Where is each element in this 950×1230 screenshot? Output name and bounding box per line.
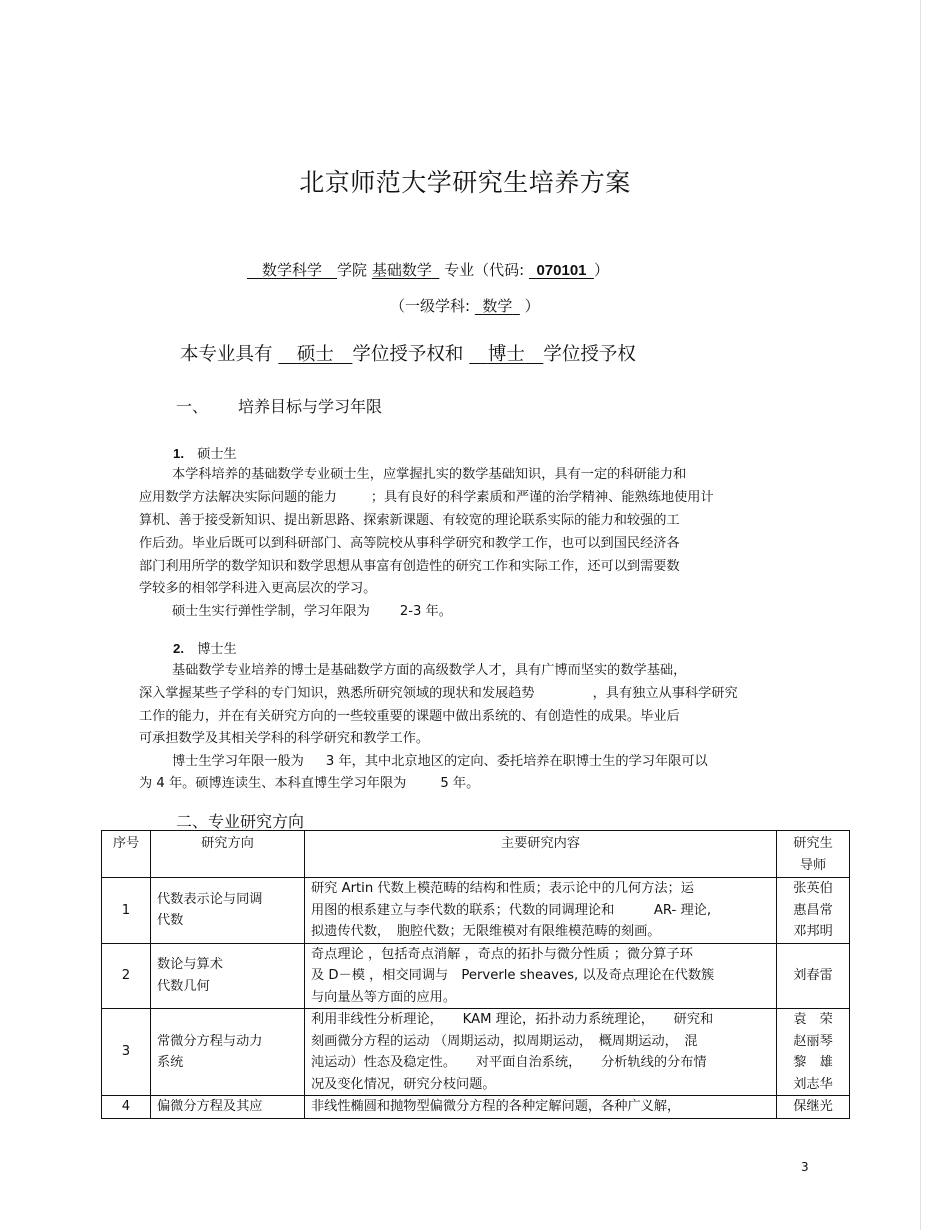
major-label: 专业（代码: [444,261,525,279]
discipline-label: （一级学科: [390,297,471,315]
header-content: 主要研究内容 [305,831,777,878]
para-line: 可承担数学及其相关学科的科学研究和教学工作。 [139,731,430,746]
degree-statement [180,340,636,366]
degree-mid: 学位授予权和 [352,344,464,365]
row-advisors: 张英伯 惠昌常 邓邦明 [777,878,850,944]
para-line: 深入掌握某些子学科的专门知识，熟悉所研究领域的现状和发展趋势 ，具有独立从事科学研究 [139,686,738,701]
row-num: 3 [102,1009,151,1096]
row-direction: 数论与算术 代数几何 [151,943,305,1009]
header-num: 序号 [102,831,151,878]
discipline-line [390,295,540,316]
sub1-number: 1. [173,446,184,461]
section1-title: 培养目标与学习年限 [238,397,383,416]
row-content: 研究 Artin 代数上模范畴的结构和性质；表示论中的几何方法；运 用图的根系建立与李代数的联系；代数的同调理论和 AR- 理论, 拟遗传代数， 胞腔代数；无限维模对有限维模范畴的刻画。 [305,878,777,944]
discipline-close: ） [524,297,540,315]
row-direction: 常微分方程与动力 系统 [151,1009,305,1096]
table-row [102,878,850,944]
header-advisor: 研究生 导师 [777,831,850,878]
college-major-line [247,259,609,280]
major-code: 070101 [536,262,587,279]
row-num: 1 [102,878,151,944]
page-title: 北京师范大学研究生培养方案 [299,168,631,197]
row-content: 非线性椭圆和抛物型偏微分方程的各种定解问题，各种广义解， [305,1096,777,1119]
code-close: ） [594,261,610,279]
row-direction: 代数表示论与同调 代数 [151,878,305,944]
para-line: 博士生学习年限一般为 3 年，其中北京地区的定向、委托培养在职博士生的学习年限可以 [172,754,708,769]
row-content: 奇点理论 ，包括奇点消解 ，奇点的拓扑与微分性质 ；微分算子环 及 D－模 ，相交同调与 Perverle sheaves, 以及奇点理论在代数簇 与向量丛等方面的应用。 [305,943,777,1009]
para-line: 作后劲。毕业后既可以到科研部门、高等院校从事科学研究和教学工作，也可以到国民经济各 [139,536,680,551]
para-line: 基础数学专业培养的博士是基础数学方面的高级数学人才，具有广博而坚实的数学基础， [172,663,687,678]
college-suffix: 学院 [337,261,368,279]
major-name: 基础数学 [371,261,432,279]
table-row [102,943,850,1009]
para-line: 为 4 年。硕博连读生、本科直博生学习年限为 5 年。 [139,776,480,791]
header-direction: 研究方向 [151,831,305,878]
para-line: 应用数学方法解决实际问题的能力 ；具有良好的科学素质和严谨的治学精神、能熟练地使用计 [139,490,714,505]
page-number: 3 [801,1160,809,1174]
row-num: 4 [102,1096,151,1119]
discipline-name: 数学 [482,297,513,315]
sub2-title: 博士生 [197,642,237,657]
para-line: 硕士生实行弹性学制，学习年限为 2-3 年。 [172,604,452,619]
para-line: 工作的能力，并在有关研究方向的一些较重要的课题中做出系统的、有创造性的成果。毕业后 [139,709,680,724]
sub1-title: 硕士生 [197,447,237,462]
sub1-heading [173,443,237,467]
row-advisors: 保继光 [777,1096,850,1119]
row-content: 利用非线性分析理论， KAM 理论，拓扑动力系统理论， 研究和 刻画微分方程的运动 （周期运动，拟周期运动， 概周期运动， 混 沌运动）性态及稳定性。 对平面自治系统， 分析轨线的分布情 况及变化情况，研究分枝问题。 [305,1009,777,1096]
degree-suffix: 学位授予权 [543,344,636,365]
research-directions-table [101,830,850,1119]
degree-prefix: 本专业具有 [180,344,273,365]
table-row [102,1009,850,1096]
sub2-number: 2. [173,641,184,656]
row-advisors: 刘春雷 [777,943,850,1009]
college-name: 数学科学 [262,261,323,279]
row-num: 2 [102,943,151,1009]
degree-doctor: 博士 [487,344,525,365]
degree-master: 硕士 [296,344,334,365]
table-row [102,1096,850,1119]
section2-title: 二、专业研究方向 [176,812,305,831]
para-line: 算机、善于接受新知识、提出新思路、探索新课题、有较宽的理论联系实际的能力和较强的工 [139,513,680,528]
para-line: 学较多的相邻学科进入更高层次的学习。 [139,581,377,596]
para-line: 部门利用所学的数学知识和数学思想从事富有创造性的研究工作和实际工作，还可以到需要数 [139,559,680,574]
section1-number: 一、 [176,397,209,416]
table-header-row [102,831,850,878]
para-line: 本学科培养的基础数学专业硕士生，应掌握扎实的数学基础知识，具有一定的科研能力和 [172,467,687,482]
sub2-heading [173,638,237,662]
row-advisors: 袁 荣 赵丽琴 黎 雄 刘志华 [777,1009,850,1096]
row-direction: 偏微分方程及其应 [151,1096,305,1119]
